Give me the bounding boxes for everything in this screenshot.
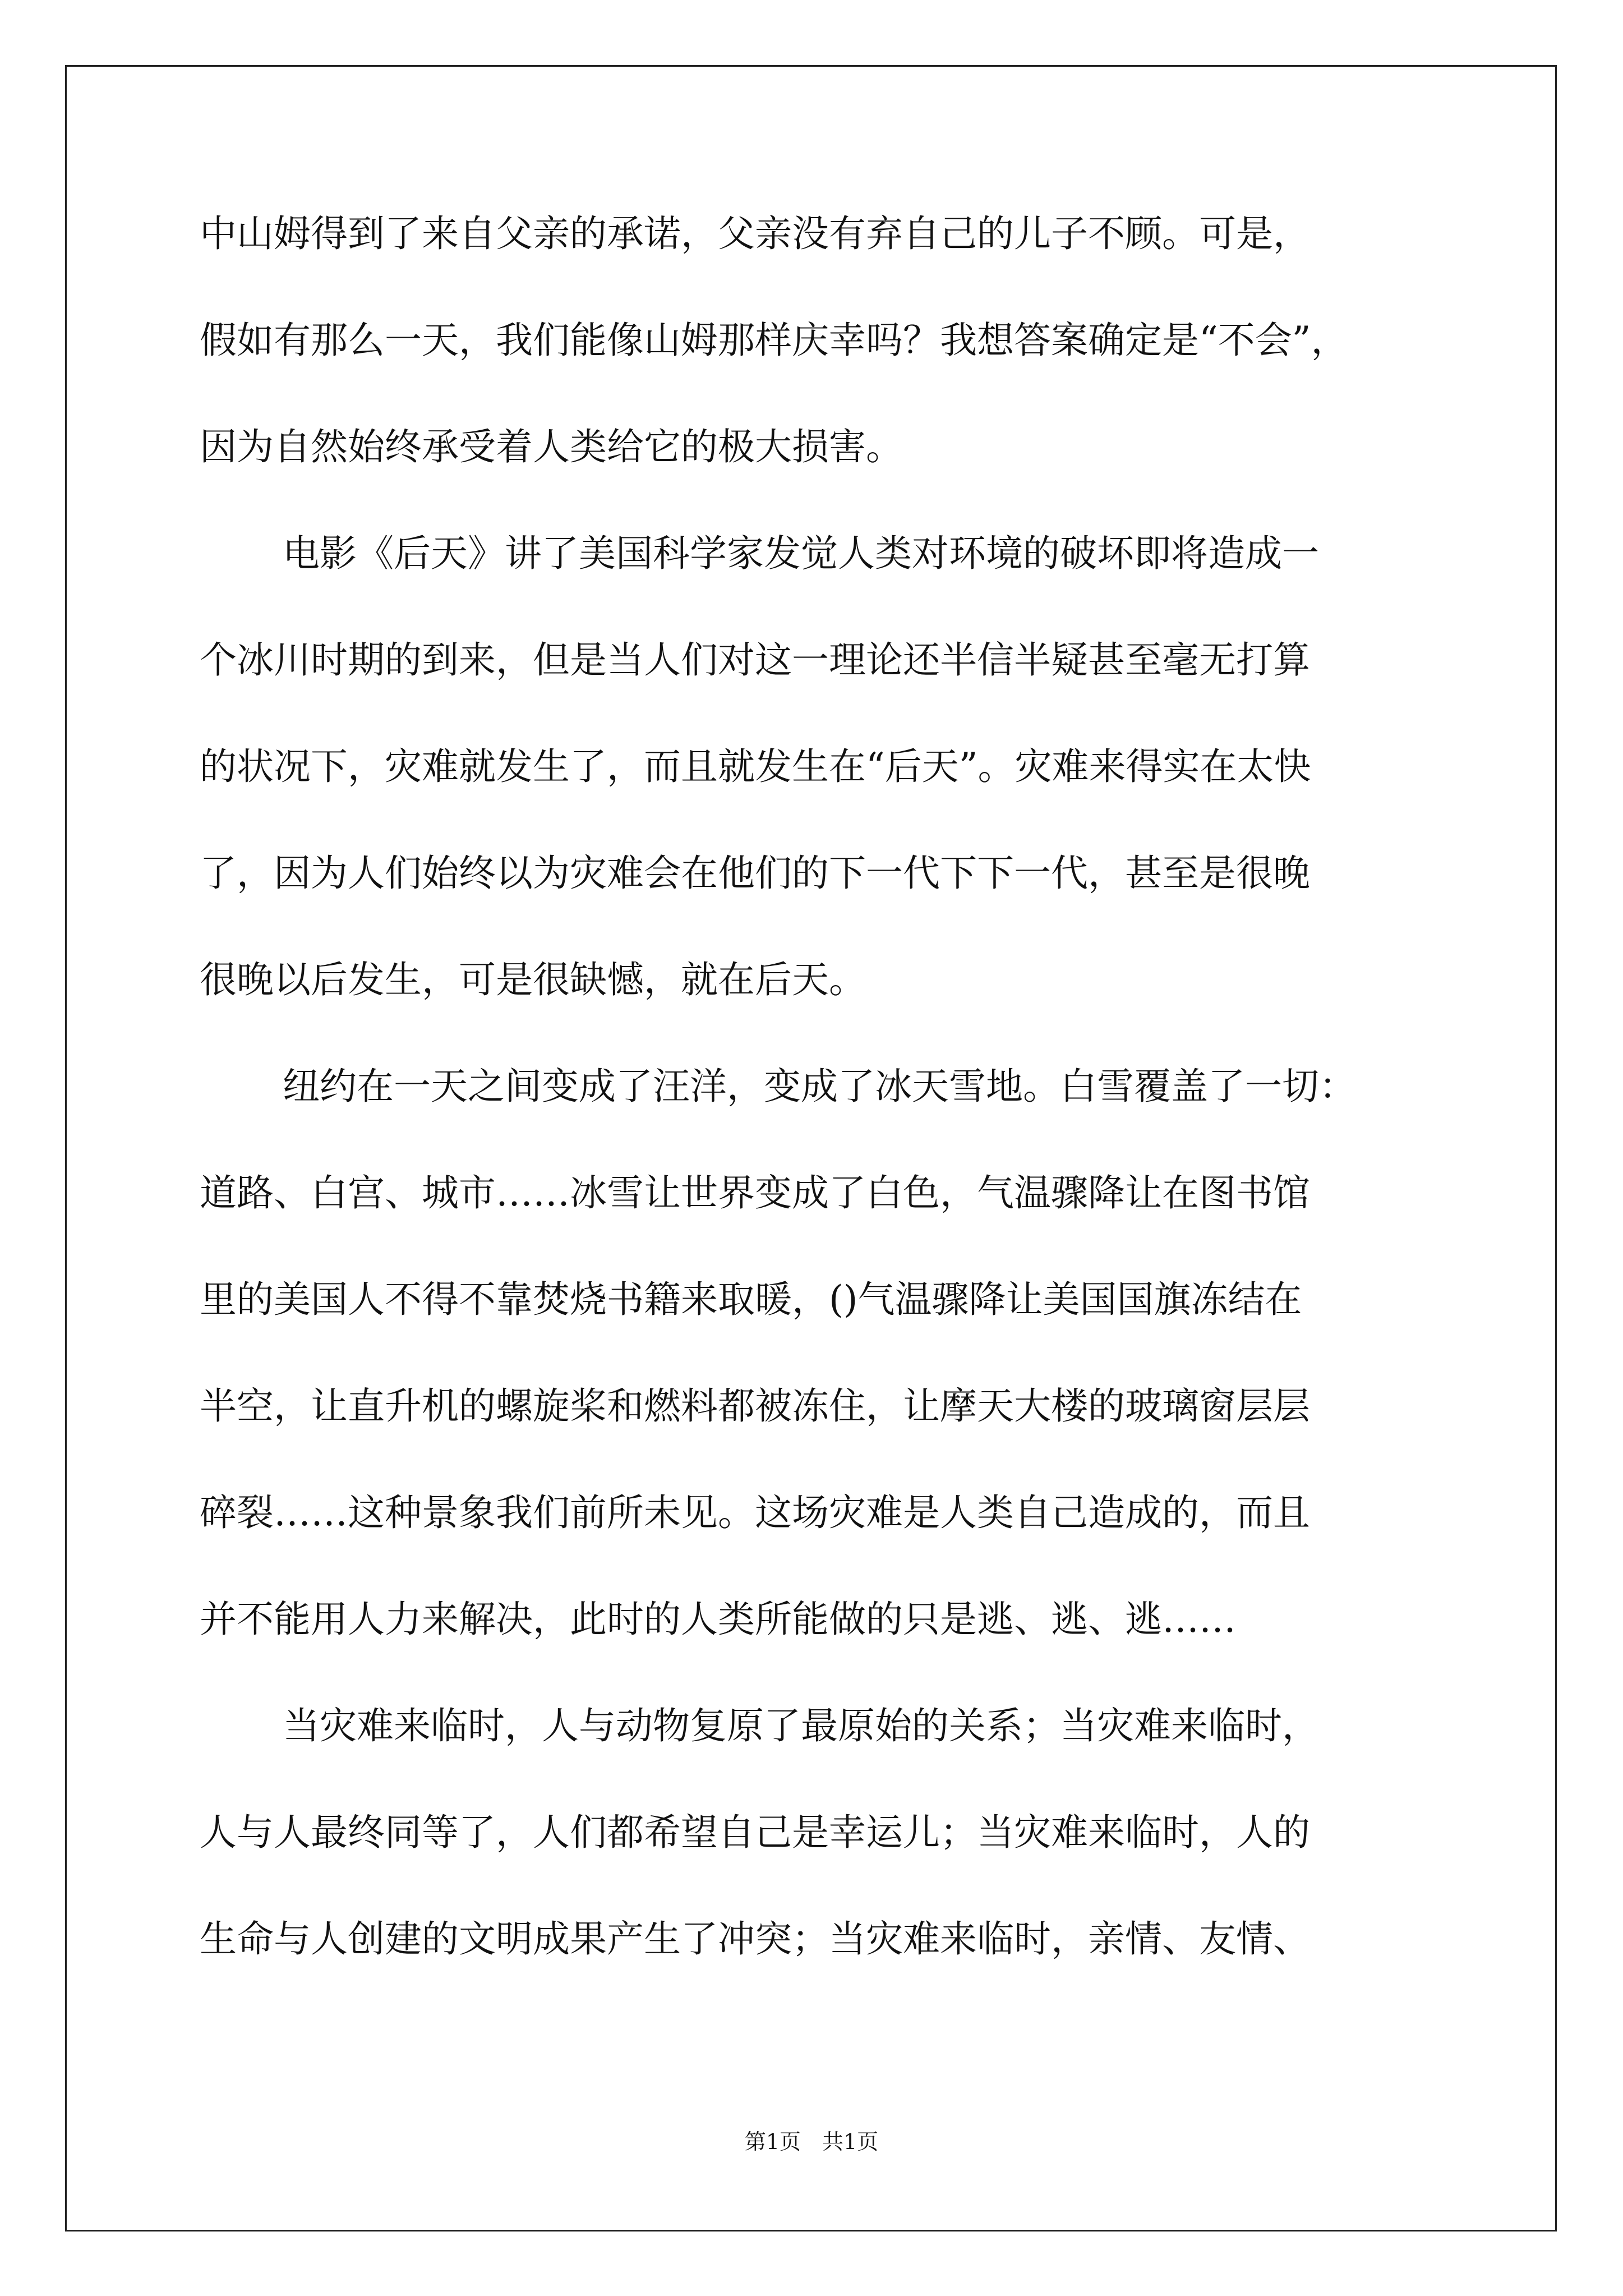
text-line: 里的美国人不得不靠焚烧书籍来取暖，()气温骤降让美国国旗冻结在 — [200, 1278, 1302, 1321]
text-line: 个冰川时期的到来，但是当人们对这一理论还半信半疑甚至毫无打算 — [200, 638, 1310, 682]
text-line: 并不能用人力来解决，此时的人类所能做的只是逃、逃、逃…… — [200, 1598, 1236, 1641]
paragraph-start-line: 纽约在一天之间变成了汪洋，变成了冰天雪地。白雪覆盖了一切： — [283, 1065, 1356, 1108]
text-line: 假如有那么一天，我们能像山姆那样庆幸吗？我想答案确定是“不会”， — [200, 319, 1348, 362]
text-line: 半空，让直升机的螺旋桨和燃料都被冻住，让摩天大楼的玻璃窗层层 — [200, 1384, 1310, 1428]
text-line: 中山姆得到了来自父亲的承诺，父亲没有弃自己的儿子不顾。可是， — [200, 212, 1310, 255]
paragraph-start-line: 电影《后天》讲了美国科学家发觉人类对环境的破坏即将造成一 — [283, 532, 1319, 575]
text-line: 人与人最终同等了，人们都希望自己是幸运儿；当灾难来临时，人的 — [200, 1811, 1310, 1854]
text-line: 了，因为人们始终以为灾难会在他们的下一代下下一代，甚至是很晚 — [200, 852, 1310, 895]
text-line: 因为自然始终承受着人类给它的极大损害。 — [200, 425, 903, 468]
page-number-footer: 第1页 共1页 — [744, 2129, 879, 2154]
text-line: 的状况下，灾难就发生了，而且就发生在“后天”。灾难来得实在太快 — [200, 745, 1311, 788]
paragraph-start-line: 当灾难来临时，人与动物复原了最原始的关系；当灾难来临时， — [283, 1704, 1319, 1747]
text-line: 道路、白宫、城市……冰雪让世界变成了白色，气温骤降让在图书馆 — [200, 1171, 1310, 1214]
page-frame — [65, 65, 1557, 2231]
text-line: 生命与人创建的文明成果产生了冲突；当灾难来临时，亲情、友情、 — [200, 1917, 1310, 1961]
text-line: 碎裂……这种景象我们前所未见。这场灾难是人类自己造成的，而且 — [200, 1491, 1310, 1534]
text-line: 很晚以后发生，可是很缺憾，就在后天。 — [200, 958, 866, 1001]
